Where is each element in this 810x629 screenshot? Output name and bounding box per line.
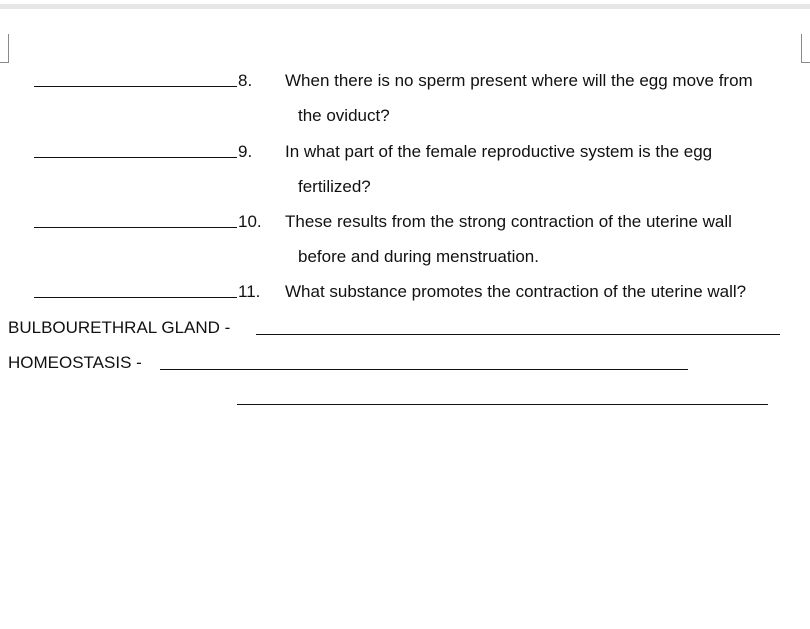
answer-blank-11[interactable] [34,297,237,298]
question-text: These results from the strong contraction of the uterine wall [285,212,732,231]
question-10-continuation: before and during menstruation. [298,247,539,266]
answer-blank-8[interactable] [34,86,237,87]
question-number: 9. [238,142,253,161]
term-homeostasis-answer-line-2[interactable] [237,404,768,405]
term-homeostasis-label: HOMEOSTASIS - [8,353,142,372]
question-10-row [0,207,810,237]
question-text: In what part of the female reproductive system is the egg [285,142,713,161]
term-homeostasis-answer-line[interactable] [160,369,688,370]
page-edge-strip [0,4,810,9]
question-number: 10. [238,212,262,231]
question-number: 11. [238,282,261,301]
question-9-row [0,137,810,167]
question-11-row [0,277,810,307]
left-margin-corner-mark [0,34,9,63]
term-bulbourethral-gland-answer-line[interactable] [256,334,780,335]
question-9-continuation: fertilized? [298,177,371,196]
right-margin-corner-mark [801,34,810,63]
question-number: 8. [238,71,253,90]
question-8-continuation: the oviduct? [298,106,390,125]
answer-blank-9[interactable] [34,157,237,158]
question-text: What substance promotes the contraction of the uterine wall? [285,282,747,301]
answer-blank-10[interactable] [34,227,237,228]
term-bulbourethral-gland-label: BULBOURETHRAL GLAND - [8,318,231,337]
document-top-bar [0,0,810,10]
question-text: When there is no sperm present where will the egg move from [285,71,753,90]
question-8-row [0,66,810,96]
